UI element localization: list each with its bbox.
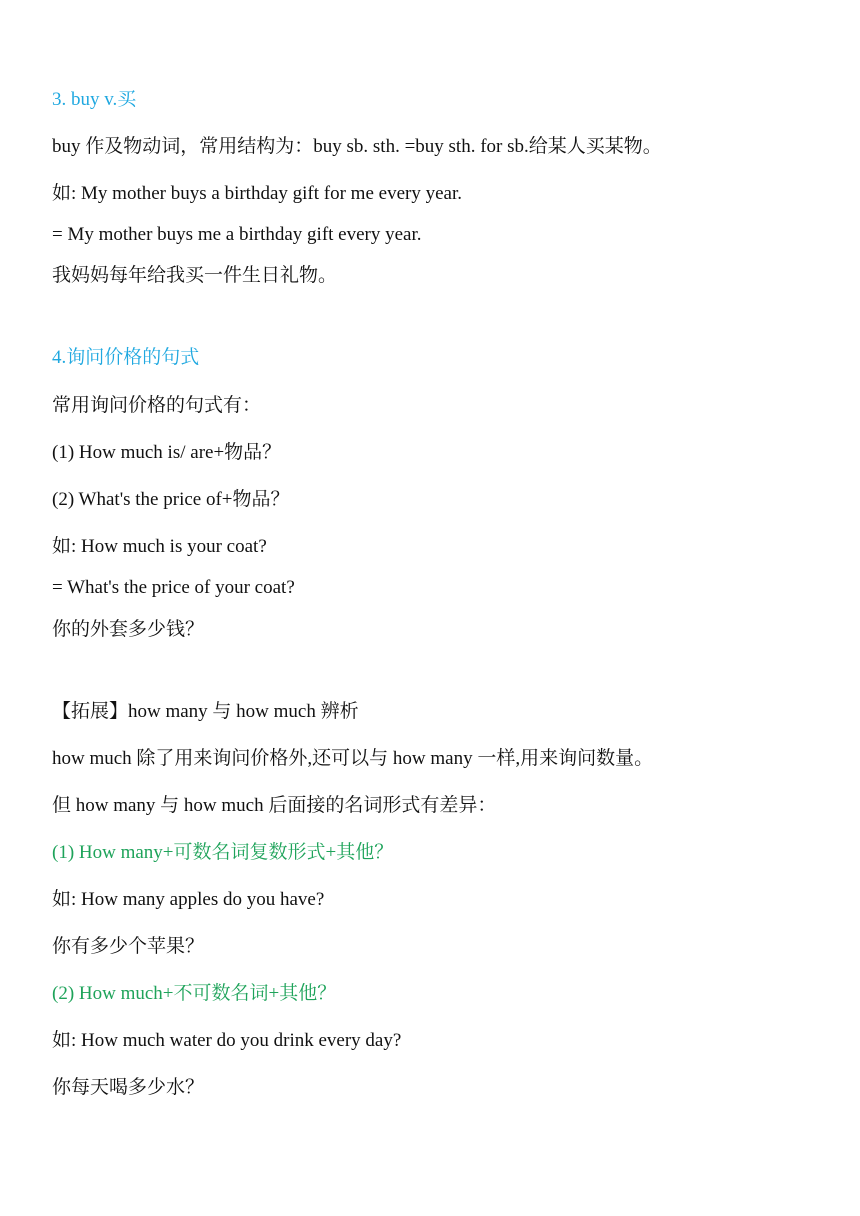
- section-3-heading: 3. buy v.买: [52, 89, 137, 110]
- extension-rule-1-translation: 你有多少个苹果？: [52, 936, 205, 957]
- section-3-explanation: buy 作及物动词，常用结构为：buy sb. sth. =buy sth. for sb.给某人买某物。: [52, 136, 662, 157]
- extension-rule-2: (2) How much+不可数名词+其他？: [52, 983, 337, 1004]
- section-4-example-1: 如: How much is your coat?: [52, 536, 267, 557]
- section-4-intro: 常用询问价格的句式有：: [52, 395, 262, 416]
- section-4-translation: 你的外套多少钱？: [52, 619, 205, 640]
- extension-line-2: 但 how many 与 how much 后面接的名词形式有差异：: [52, 795, 497, 816]
- extension-rule-1-example: 如: How many apples do you have?: [52, 889, 325, 910]
- extension-rule-2-example: 如: How much water do you drink every day?: [52, 1030, 402, 1051]
- section-3-translation: 我妈妈每年给我买一件生日礼物。: [52, 265, 338, 286]
- extension-line-1: how much 除了用来询问价格外,还可以与 how many 一样,用来询问数量。: [52, 748, 654, 769]
- extension-rule-1: (1) How many+可数名词复数形式+其他？: [52, 842, 394, 863]
- section-3-example-2: = My mother buys me a birthday gift every year.: [52, 224, 422, 245]
- section-4-pattern-2: (2) What's the price of+物品？: [52, 489, 290, 510]
- section-4-pattern-1: (1) How much is/ are+物品？: [52, 442, 282, 463]
- section-4-example-2: = What's the price of your coat?: [52, 577, 295, 598]
- section-4-heading: 4.询问价格的句式: [52, 347, 200, 368]
- section-3-example-1: 如: My mother buys a birthday gift for me every year.: [52, 183, 462, 204]
- extension-rule-2-translation: 你每天喝多少水？: [52, 1077, 205, 1098]
- extension-heading: 【拓展】how many 与 how much 辨析: [52, 701, 359, 722]
